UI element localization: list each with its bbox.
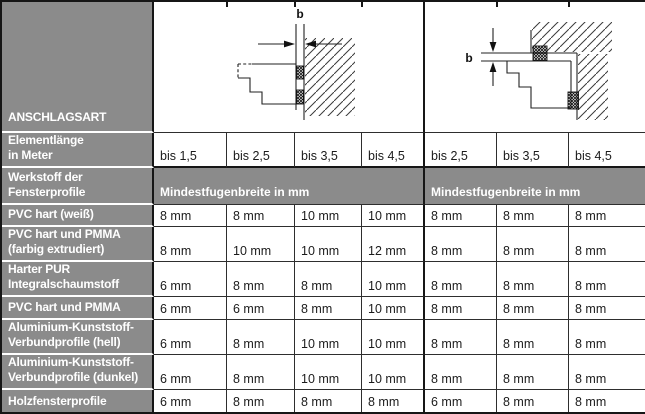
- seal-block: [568, 92, 579, 109]
- table-row: [2, 355, 645, 390]
- column-header: bis 4,5: [362, 133, 425, 168]
- element-length-header-cell: [2, 133, 154, 168]
- value-cell: 6 mm: [154, 390, 227, 412]
- column-stub: [568, 2, 570, 7]
- value-cell: 8 mm: [497, 205, 569, 227]
- min-joint-width-band-right: Mindestfugenbreite in mm: [425, 168, 645, 205]
- value-cell: 6 mm: [227, 297, 295, 320]
- element-length-line1: Elementlänge: [8, 133, 84, 147]
- table-row: [2, 390, 645, 412]
- value-cell: 8 mm: [497, 297, 569, 320]
- value-cell: 10 mm: [295, 227, 362, 262]
- value-cell: 10 mm: [362, 262, 425, 297]
- value-cell: 8 mm: [295, 297, 362, 320]
- value-cell: 8 mm: [497, 390, 569, 412]
- column-stub: [361, 2, 363, 7]
- min-joint-width-band-left: Mindestfugenbreite in mm: [154, 168, 425, 205]
- row-label-cell: PVC hart und PMMA (farbig extrudiert): [2, 227, 154, 262]
- value-cell: 8 mm: [497, 320, 569, 355]
- row-label-cell: Harter PUR Integralschaumstoff: [2, 262, 154, 297]
- column-header: bis 2,5: [227, 133, 295, 168]
- horizontal-joint-diagram: [425, 2, 643, 129]
- row-label-cell: Aluminium-Kunststoff- Verbundprofile (dunkel): [2, 355, 154, 390]
- table-row: [2, 262, 645, 297]
- value-cell: 12 mm: [362, 227, 425, 262]
- horizontal-joint-diagram-cell: [425, 2, 645, 133]
- column-stub: [226, 2, 228, 7]
- table-row: [2, 320, 645, 355]
- werkstoff-header-cell: [2, 168, 154, 205]
- value-cell: 8 mm: [497, 262, 569, 297]
- value-cell: 10 mm: [362, 320, 425, 355]
- value-cell: 8 mm: [569, 320, 645, 355]
- value-cell: 8 mm: [227, 262, 295, 297]
- value-cell: 10 mm: [227, 227, 295, 262]
- vertical-joint-diagram-cell: [154, 2, 425, 133]
- dimension-arrow-up: [490, 62, 497, 72]
- werkstoff-line2: Fensterprofile: [8, 185, 86, 199]
- table-row: [2, 205, 645, 227]
- element-length-line2: in Meter: [8, 148, 53, 162]
- value-cell: 10 mm: [362, 205, 425, 227]
- value-cell: 8 mm: [569, 227, 645, 262]
- value-cell: 8 mm: [154, 227, 227, 262]
- wall-hatching: [578, 54, 608, 120]
- value-cell: 10 mm: [295, 320, 362, 355]
- row-label-cell: Holzfensterprofile: [2, 390, 154, 412]
- value-cell: 8 mm: [425, 262, 497, 297]
- dimension-label-b: b: [465, 51, 473, 65]
- value-cell: 10 mm: [295, 355, 362, 390]
- seal-block: [297, 66, 304, 79]
- column-stub: [496, 2, 498, 7]
- column-header: bis 1,5: [154, 133, 227, 168]
- value-cell: 8 mm: [497, 355, 569, 390]
- werkstoff-line1: Werkstoff der: [8, 170, 83, 184]
- seal-block: [297, 90, 304, 104]
- value-cell: 8 mm: [227, 320, 295, 355]
- value-cell: 6 mm: [154, 320, 227, 355]
- value-cell: 10 mm: [295, 205, 362, 227]
- column-header: bis 3,5: [295, 133, 362, 168]
- anschlagsart-label: ANSCHLAGSART: [8, 110, 107, 124]
- row-label-cell: Aluminium-Kunststoff- Verbundprofile (hell): [2, 320, 154, 355]
- value-cell: 8 mm: [425, 320, 497, 355]
- value-cell: 8 mm: [425, 355, 497, 390]
- value-cell: 8 mm: [227, 390, 295, 412]
- dimension-arrow-down: [490, 42, 497, 52]
- vertical-joint-diagram: [154, 2, 423, 129]
- column-header: bis 4,5: [569, 133, 645, 168]
- value-cell: 8 mm: [425, 205, 497, 227]
- value-cell: 8 mm: [497, 227, 569, 262]
- table-row: [2, 227, 645, 262]
- value-cell: 6 mm: [154, 297, 227, 320]
- value-cell: 8 mm: [362, 390, 425, 412]
- value-cell: 8 mm: [295, 390, 362, 412]
- value-cell: 8 mm: [227, 355, 295, 390]
- value-cell: 8 mm: [154, 205, 227, 227]
- dimension-label-b: b: [296, 7, 304, 21]
- table-row: [2, 297, 645, 320]
- value-cell: 6 mm: [425, 390, 497, 412]
- value-cell: 8 mm: [569, 262, 645, 297]
- value-cell: 6 mm: [154, 355, 227, 390]
- row-label-cell: PVC hart und PMMA: [2, 297, 154, 320]
- value-cell: 10 mm: [362, 297, 425, 320]
- value-cell: 10 mm: [362, 355, 425, 390]
- value-cell: 8 mm: [425, 297, 497, 320]
- value-cell: 8 mm: [227, 205, 295, 227]
- value-cell: 8 mm: [295, 262, 362, 297]
- seal-block: [533, 46, 547, 61]
- dimension-arrow-left: [284, 41, 295, 48]
- row-label-cell: PVC hart (weiß): [2, 205, 154, 227]
- value-cell: 8 mm: [569, 355, 645, 390]
- column-stub: [294, 2, 296, 7]
- column-header: bis 2,5: [425, 133, 497, 168]
- wall-hatching: [305, 38, 355, 116]
- value-cell: 6 mm: [154, 262, 227, 297]
- value-cell: 8 mm: [569, 205, 645, 227]
- value-cell: 8 mm: [569, 297, 645, 320]
- value-cell: 8 mm: [425, 227, 497, 262]
- value-cell: 8 mm: [575, 395, 607, 409]
- anschlagsart-header-cell: [2, 2, 154, 133]
- column-header: bis 3,5: [497, 133, 569, 168]
